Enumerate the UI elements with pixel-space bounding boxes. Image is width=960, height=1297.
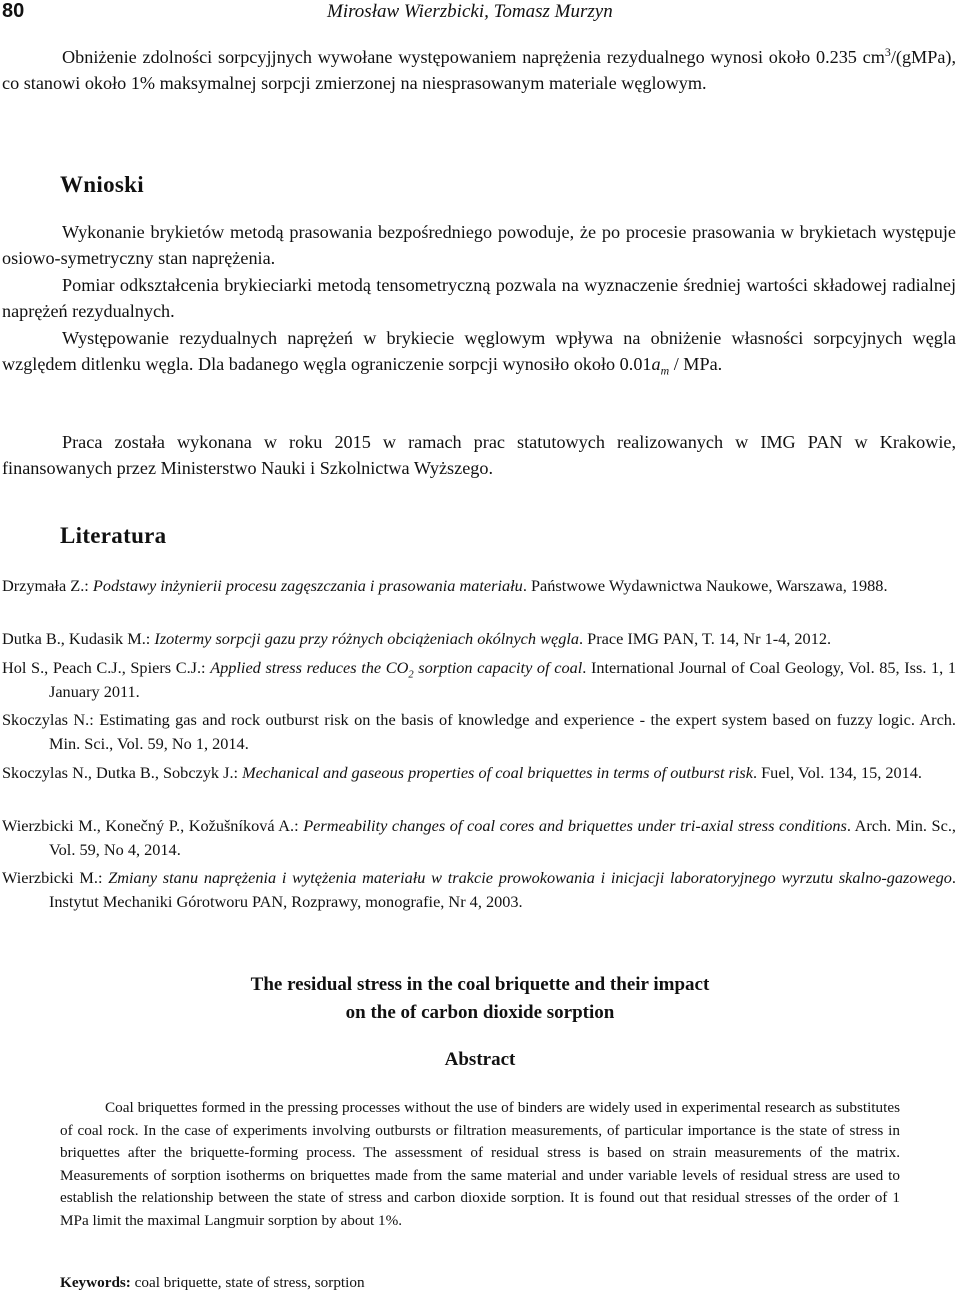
reference-item: Dutka B., Kudasik M.: Izotermy sorpcji gazu przy różnych obciążeniach okólnych węgla. Prace IMG PAN, T. 14, Nr 1-4, 2012. [2, 629, 832, 648]
reference-item: Wierzbicki M., Konečný P., Kožušníková A.: Permeability changes of coal cores and briquettes under tri-axial stress conditions. Arch. Min. Sc., Vol. 59, No 4, 2014. [2, 816, 956, 859]
conclusion-paragraph-1: Wykonanie brykietów metodą prasowania bezpośredniego powoduje, że po procesie prasowania w brykietach występuje osiowo-symetryczny stan naprężenia. [2, 222, 956, 268]
reference-item: Drzymała Z.: Podstawy inżynierii procesu zagęszczania i prasowania materiału. Państwowe Wydawnictwa Naukowe, Warszawa, 1988. [2, 576, 888, 595]
keywords-line [60, 1274, 900, 1292]
running-head-authors: Mirosław Wierzbicki, Tomasz Murzyn [327, 1, 613, 22]
english-title [0, 971, 960, 1027]
reference-item: Skoczylas N., Dutka B., Sobczyk J.: Mechanical and gaseous properties of coal briquettes in terms of outburst risk. Fuel, Vol. 134, 15, 2014. [2, 763, 922, 782]
page-number: 80 [2, 0, 25, 22]
english-title-line-2: on the of carbon dioxide sorption [345, 1002, 615, 1023]
abstract-heading: Abstract [444, 1049, 516, 1070]
section-heading-conclusions: Wnioski [60, 172, 144, 197]
page-header [0, 0, 960, 26]
keywords-values: coal briquette, state of stress, sorption [130, 1274, 365, 1291]
section-heading-references: Literatura [60, 523, 167, 548]
reference-item: Skoczylas N.: Estimating gas and rock outburst risk on the basis of knowledge and experience - the expert system based on fuzzy logic. Arch. Min. Sci., Vol. 59, No 1, 2014. [2, 710, 957, 753]
reference-item: Wierzbicki M.: Zmiany stanu naprężenia i wytężenia materiału w trakcie prowokowania i inicjacji laboratoryjnego wyrzutu skalno-gazowego. Instytut Mechaniki Górotworu PAN, Rozprawy, monografie, Nr 4, 2003. [2, 868, 956, 911]
intro-paragraph: Obniżenie zdolności sorpcyjjnych wywołane występowaniem naprężenia rezydualnego wynosi około 0.235 $cm^3/(gMPa)$, co stanowi około 1% maksymalnej sorpcji zmierzonej na niesprasowanym materiale węglowym. [2, 44, 956, 93]
conclusion-paragraph-2: Pomiar odkształcenia brykieciarki metodą tensometryczną pozwala na wyznaczenie średniej wartości składowej radialnej naprężeń rezydualnych. [2, 275, 956, 321]
reference-item: Hol S., Peach C.J., Spiers C.J.: Applied stress reduces the $CO_2$ sorption capacity of coal. International Journal of Coal Geology, Vol. 85, Iss. 1, 1 January 2011. [2, 658, 956, 701]
abstract-text: Coal briquettes formed in the pressing processes without the use of binders are widely used in experimental research as substitutes of coal rock. In the case of experiments involving outbursts or filtration measurements, of particular importance is the state of stress in briquettes after the briquette-forming process. The assessment of residual stress is based on strain measurements of the matrix. Measurements of sorption isotherms on briquettes made from the same material and under variable levels of residual stress are used to establish the relationship between the state of stress and carbon dioxide sorption. It is found out that residual stresses of the order of 1 MPa limit the maximal Langmuir sorption by about 1%. [60, 1099, 900, 1229]
keywords-label: Keywords: [60, 1274, 131, 1291]
conclusion-paragraph-3: Występowanie rezydualnych naprężeń w brykiecie węglowym wpływa na obniżenie własności sorpcyjnych węgla względem ditlenku węgla. Dla badanego węgla ograniczenie sorpcji wynosiło około $0.01a_m$ / MPa. [2, 328, 956, 378]
english-title-line-1: The residual stress in the coal briquette and their impact [250, 974, 710, 995]
acknowledgement-paragraph: Praca została wykonana w roku 2015 w ramach prac statutowych realizowanych w IMG PAN w Krakowie, finansowanych przez Ministerstwo Nauki i Szkolnictwa Wyższego. [2, 432, 956, 478]
